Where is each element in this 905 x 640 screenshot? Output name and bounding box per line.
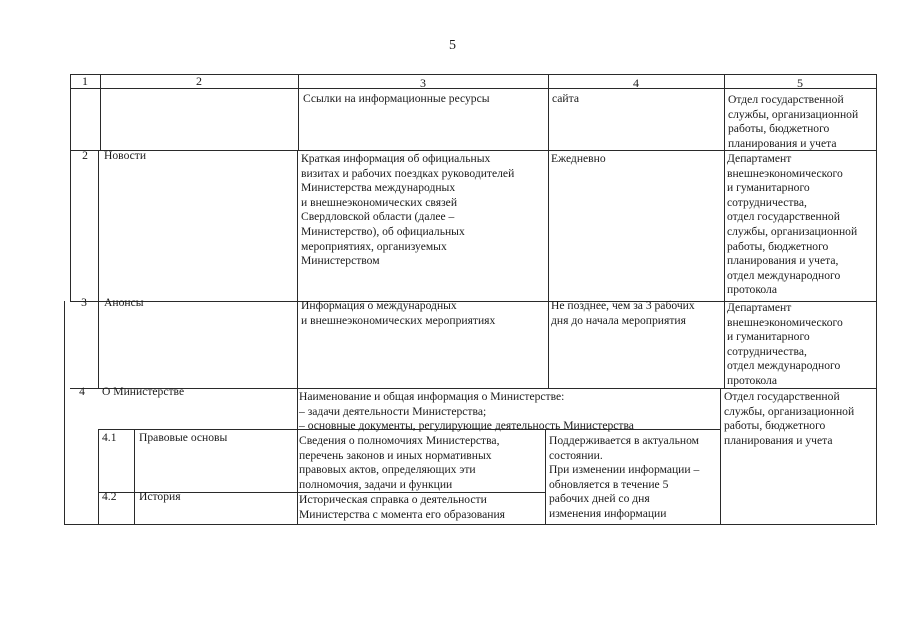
subrow-period: Поддерживается в актуальном состоянии. При изменении информации – обновляется в течение 5 рабочих дней со дня изменения информации bbox=[549, 434, 700, 520]
row-4-content: Наименование и общая информация о Министерстве: – задачи деятельности Министерства; – основные документы, регулирующие деятельность Министерства bbox=[299, 390, 634, 433]
column-header-1: 1 bbox=[82, 74, 88, 88]
info-table bbox=[64, 74, 877, 525]
subrow-4-1-content: Сведения о полномочиях Министерства, перечень законов и иных нормативных правовых актов, определяющих эти полномочия, задачи и функции bbox=[299, 434, 500, 491]
subrow-4-2-content: Историческая справка о деятельности Министерства с момента его образования bbox=[299, 493, 506, 521]
row-4-responsible: Отдел государственной службы, организационной работы, бюджетного планирования и учета bbox=[724, 390, 855, 447]
row-2-name: Новости bbox=[104, 149, 147, 162]
row-3-number: 3 bbox=[81, 296, 87, 309]
row-2-number: 2 bbox=[82, 149, 88, 162]
row-continuation-content: Ссылки на информационные ресурсы bbox=[303, 92, 490, 105]
subrow-4-1-number: 4.1 bbox=[102, 431, 117, 444]
row-4-name: О Министерстве bbox=[102, 385, 185, 398]
column-header-3: 3 bbox=[420, 76, 426, 90]
subrow-4-2-number: 4.2 bbox=[102, 490, 117, 503]
row-2-period: Ежедневно bbox=[551, 152, 606, 165]
page-number: 5 bbox=[449, 38, 456, 53]
row-2-content: Краткая информация об официальных визитах и рабочих поездках руководителей Министерства международных и внешнеэкономических связей Свердловской области (далее – Министерство), об официальных мероприятиях, организуемых Министерством bbox=[301, 152, 515, 268]
row-continuation-responsible: Отдел государственной службы, организационной работы, бюджетного планирования и учета bbox=[728, 93, 859, 150]
subrow-4-2-name: История bbox=[139, 490, 181, 503]
row-2-responsible: Департамент внешнеэкономического и гуманитарного сотрудничества, отдел государственной службы, организационной работы, бюджетного планирования и учета, отдел международного протокола bbox=[727, 152, 858, 297]
subrow-4-1-name: Правовые основы bbox=[139, 431, 228, 444]
column-header-2: 2 bbox=[196, 74, 202, 88]
row-3-period: Не позднее, чем за 3 рабочих дня до начала мероприятия bbox=[551, 299, 695, 327]
row-continuation-period: сайта bbox=[552, 92, 579, 105]
row-4-number: 4 bbox=[79, 385, 85, 398]
column-header-4: 4 bbox=[633, 76, 639, 90]
row-3-content: Информация о международных и внешнеэкономических мероприятиях bbox=[301, 299, 496, 327]
column-header-5: 5 bbox=[797, 76, 803, 90]
row-3-responsible: Департамент внешнеэкономического и гуманитарного сотрудничества, отдел международного протокола bbox=[727, 301, 843, 387]
row-3-name: Анонсы bbox=[104, 296, 144, 309]
